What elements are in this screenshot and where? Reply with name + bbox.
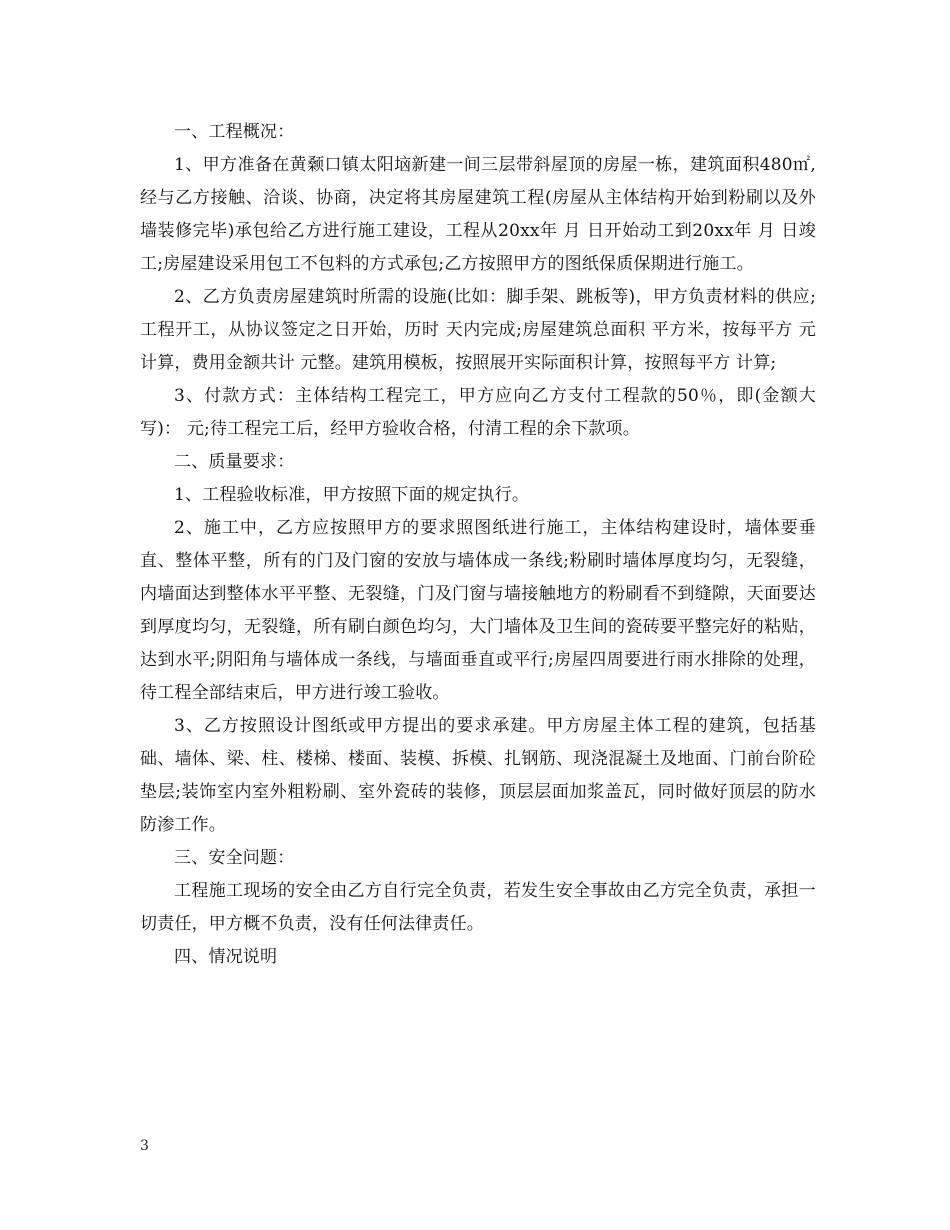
section-heading-notes: 四、情况说明 — [174, 947, 278, 967]
section-heading-project-overview: 一、工程概况： — [174, 122, 295, 142]
paragraph-overview-item-2: 2、乙方负责房屋建筑时所需的设施(比如：脚手架、跳板等)，甲方负责材料的供应;工程开工，从协议签定之日开始，历时 天内完成;房屋建筑总面积 平方米，按每平方 元计算，费用金额共计 元整。建筑用模板，按照展开实际面积计算，按照每平方 计算; — [140, 287, 816, 373]
paragraph-quality-item-3: 3、乙方按照设计图纸或甲方提出的要求承建。甲方房屋主体工程的建筑，包括基础、墙体、梁、柱、楼梯、楼面、装模、拆模、扎钢筋、现浇混凝土及地面、门前台阶砼垫层;装饰室内室外粗粉刷、室外瓷砖的装修，顶层层面加浆盖瓦，同时做好顶层的防水防渗工作。 — [140, 716, 816, 835]
paragraph-overview-item-3: 3、付款方式：主体结构工程完工，甲方应向乙方支付工程款的50％，即(金额大写)： 元;待工程完工后，经甲方验收合格，付清工程的余下款项。 — [140, 386, 816, 439]
paragraph-overview-item-1: 1、甲方准备在黄颡口镇太阳垴新建一间三层带斜屋顶的房屋一栋，建筑面积480㎡,经与乙方接触、洽谈、协商，决定将其房屋建筑工程(房屋从主体结构开始到粉刷以及外墙装修完毕)承包给乙方进行施工建设，工程从20xx年 月 日开始动工到20xx年 月 日竣工;房屋建设采用包工不包料的方式承包;乙方按照甲方的图纸保质保期进行施工。 — [140, 155, 816, 274]
document-body — [140, 116, 816, 974]
paragraph-quality-item-1: 1、工程验收标准，甲方按照下面的规定执行。 — [174, 485, 530, 505]
section-heading-safety: 三、安全问题： — [174, 848, 295, 868]
paragraph-safety: 工程施工现场的安全由乙方自行完全负责，若发生安全事故由乙方完全负责，承担一切责任，甲方概不负责，没有任何法律责任。 — [140, 881, 816, 934]
page-number: 3 — [140, 1138, 149, 1154]
paragraph-quality-item-2: 2、施工中，乙方应按照甲方的要求照图纸进行施工，主体结构建设时，墙体要垂直、整体平整，所有的门及门窗的安放与墙体成一条线;粉刷时墙体厚度均匀，无裂缝，内墙面达到整体水平平整、无裂缝，门及门窗与墙接触地方的粉刷看不到缝隙，天面要达到厚度均匀，无裂缝，所有刷白颜色均匀，大门墙体及卫生间的瓷砖要平整完好的粘贴，达到水平;阴阳角与墙体成一条线，与墙面垂直或平行;房屋四周要进行雨水排除的处理，待工程全部结束后，甲方进行竣工验收。 — [140, 518, 816, 703]
section-heading-quality: 二、质量要求： — [174, 452, 295, 472]
